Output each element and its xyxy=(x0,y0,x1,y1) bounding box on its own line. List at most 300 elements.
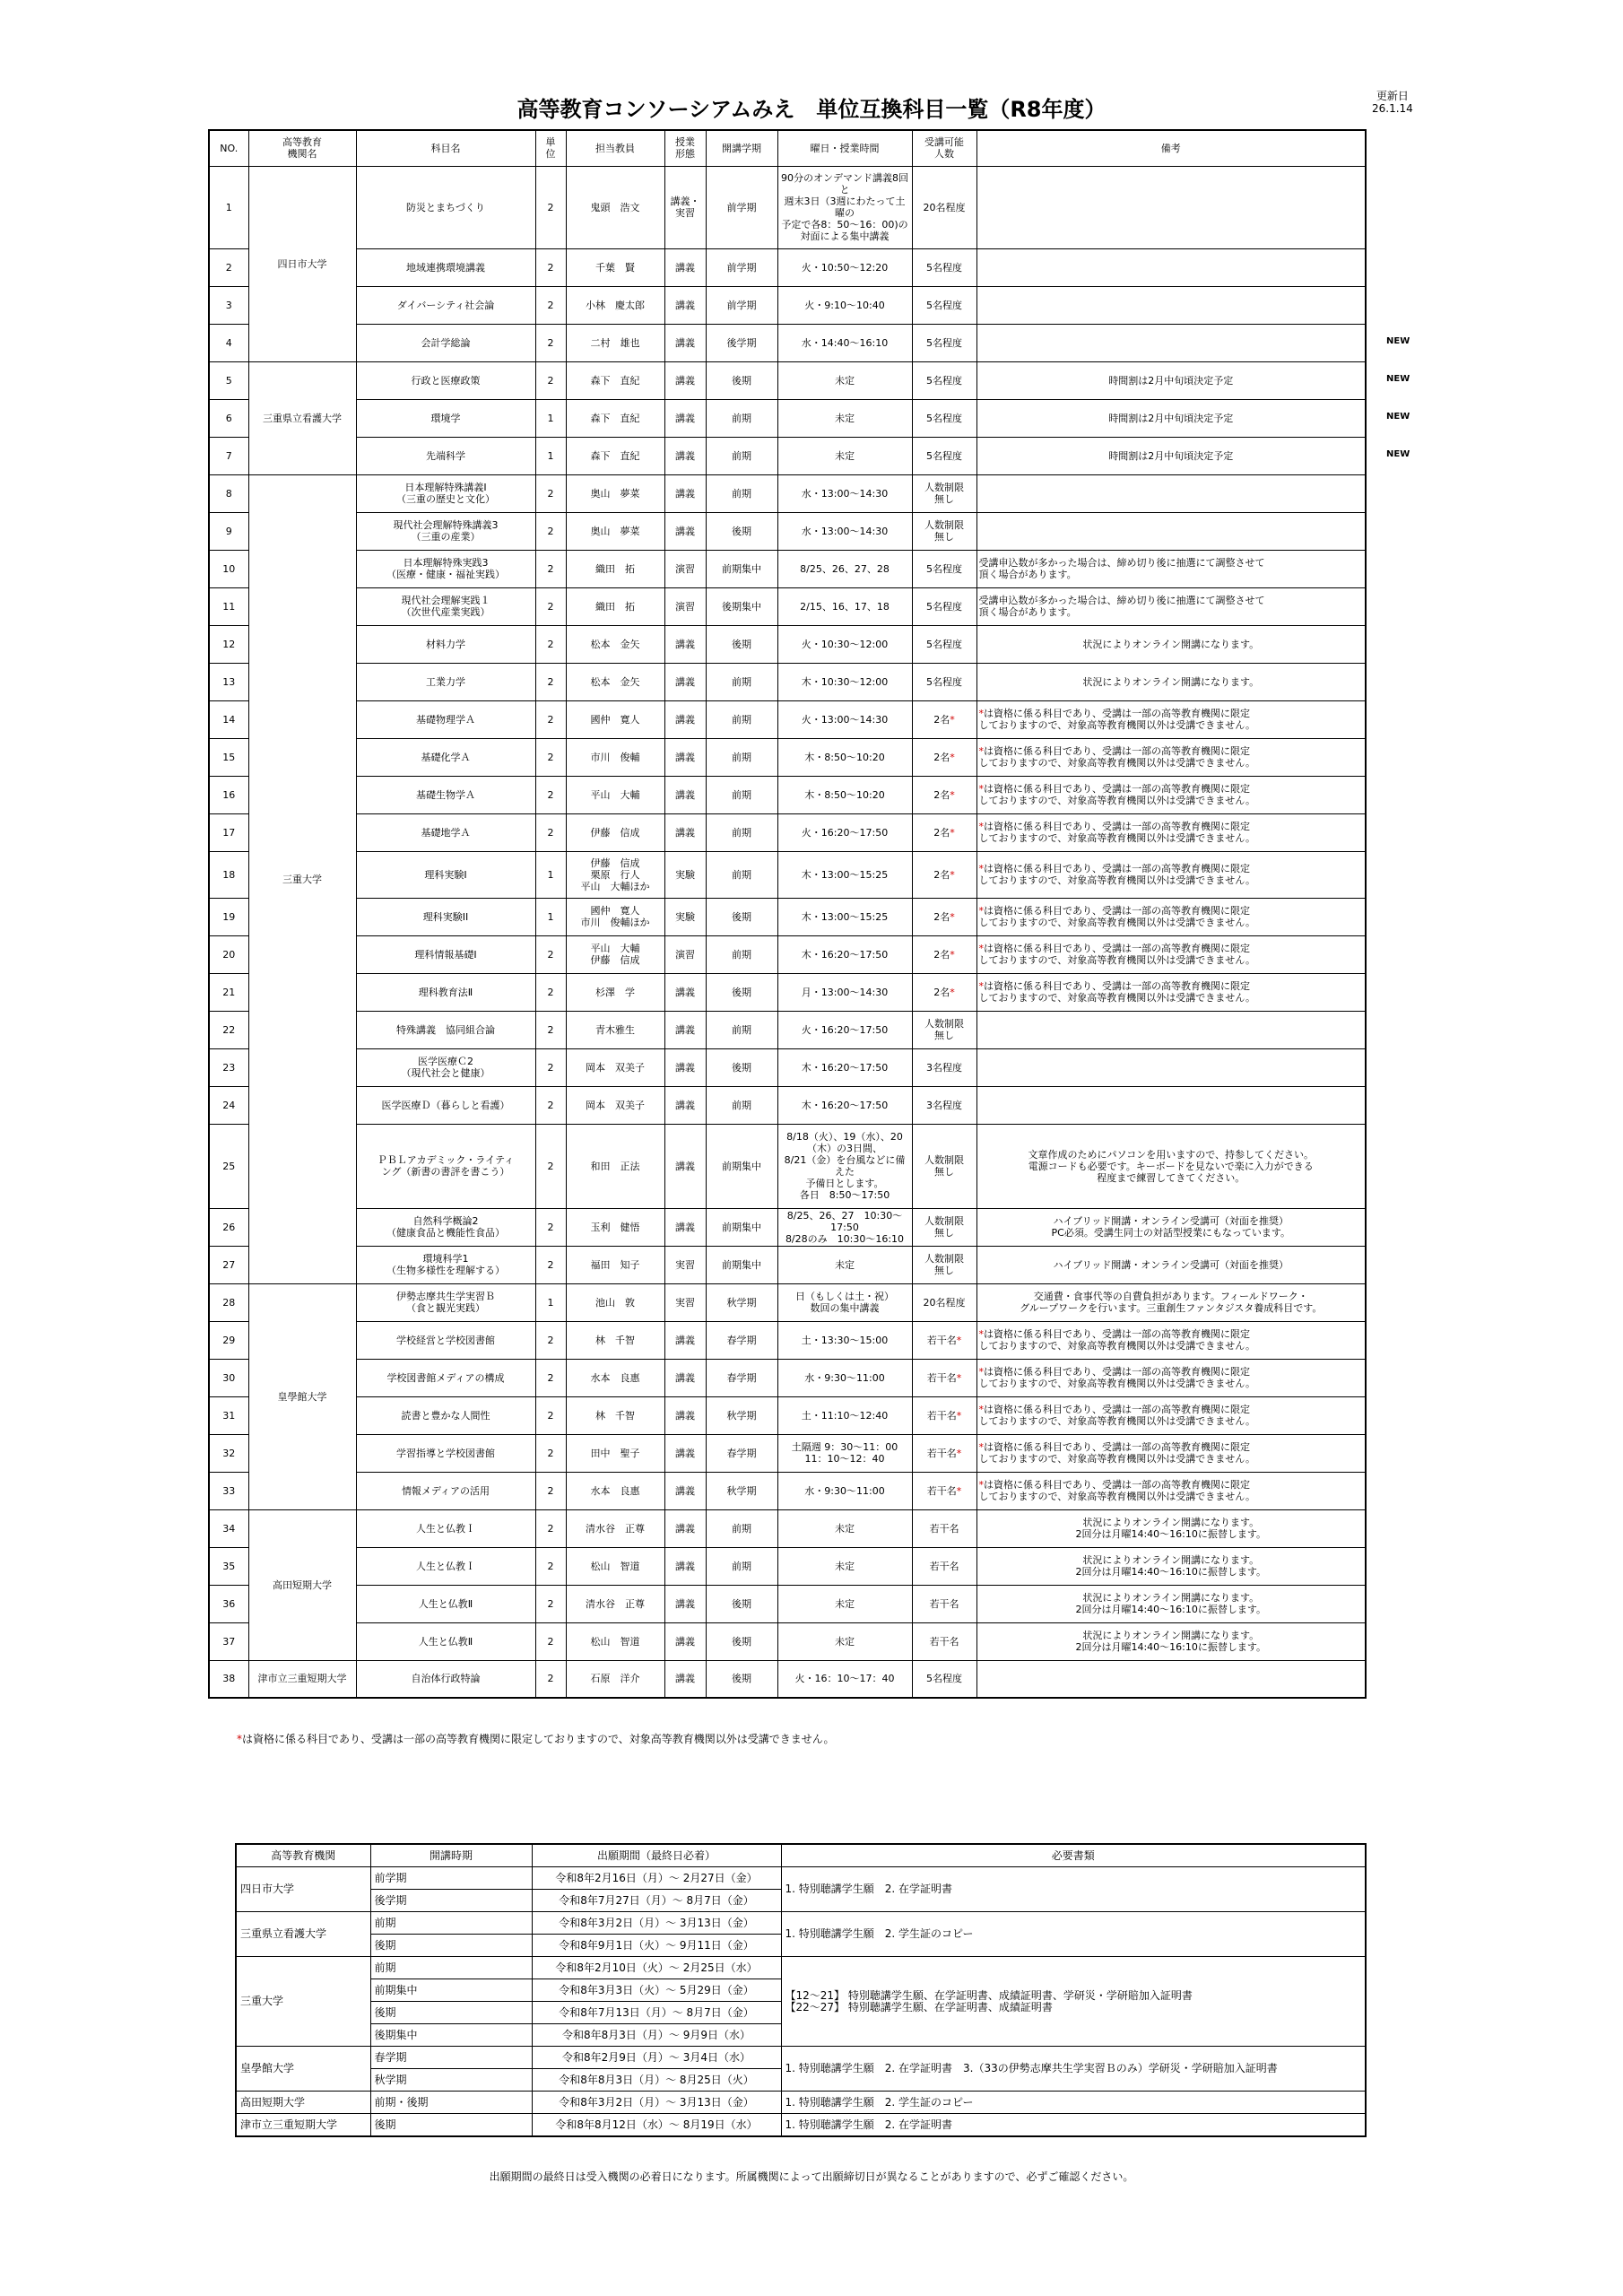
course-capacity xyxy=(912,437,976,474)
course-time: 2/15、16、17、18 xyxy=(777,587,912,625)
course-teacher: 松本 金矢 xyxy=(566,663,664,700)
course-teacher: 伊藤 信成 xyxy=(566,813,664,851)
course-row xyxy=(209,1396,1366,1434)
course-term: 後期 xyxy=(706,1048,777,1086)
capacity-value: 2名 xyxy=(933,910,950,923)
course-remark xyxy=(976,1396,1366,1434)
course-time: 木・13:00〜15:25 xyxy=(777,851,912,898)
course-teacher: 森下 直紀 xyxy=(566,437,664,474)
course-capacity xyxy=(912,935,976,973)
course-time: 90分のオンデマンド講義8回と 週末3日（3週にわたって土曜の 予定で各8：50〜16：00)の 対面による集中講義 xyxy=(777,166,912,248)
course-remark xyxy=(976,625,1366,663)
star-mark: * xyxy=(978,943,984,954)
course-units: 2 xyxy=(535,973,566,1011)
course-units: 2 xyxy=(535,1011,566,1048)
new-badge: NEW xyxy=(1386,449,1410,459)
course-row xyxy=(209,1011,1366,1048)
course-capacity xyxy=(912,512,976,550)
course-capacity xyxy=(912,1622,976,1660)
course-time: 木・10:30〜12:00 xyxy=(777,663,912,700)
star-mark: * xyxy=(956,1409,962,1422)
remark-text: は資格に係る科目であり、受講は一部の高等教育機関に限定 しておりますので、対象高等教育機関以外は受講できません。 xyxy=(978,1479,1255,1502)
remark-text: は資格に係る科目であり、受講は一部の高等教育機関に限定 しておりますので、対象高等教育機関以外は受講できません。 xyxy=(978,821,1255,844)
course-row xyxy=(209,1547,1366,1585)
schedule-period: 令和8年8月3日（月）～ 8月25日（火） xyxy=(532,2069,781,2092)
course-capacity xyxy=(912,248,976,286)
course-teacher: 玉利 健悟 xyxy=(566,1208,664,1246)
star-mark: * xyxy=(978,1366,984,1378)
course-remark xyxy=(976,1048,1366,1086)
course-remark xyxy=(976,776,1366,813)
course-row xyxy=(209,324,1366,361)
star-mark: * xyxy=(956,1371,962,1384)
course-name: 医学医療Ｄ（暮らしと看護） xyxy=(356,1086,535,1124)
course-row xyxy=(209,286,1366,324)
course-capacity xyxy=(912,550,976,587)
capacity-value: 5名程度 xyxy=(926,638,962,650)
schedule-column-header: 開講時期 xyxy=(370,1844,532,1867)
schedule-period: 令和8年2月9日（月）～ 3月4日（水） xyxy=(532,2047,781,2069)
course-remark xyxy=(976,1472,1366,1509)
star-mark: * xyxy=(237,1733,242,1745)
capacity-value: 2名 xyxy=(933,713,950,726)
star-mark: * xyxy=(950,948,955,961)
course-time: 未定 xyxy=(777,1547,912,1585)
institution-name: 三重県立看護大学 xyxy=(248,361,356,474)
schedule-header-row xyxy=(236,1844,1366,1867)
course-units: 1 xyxy=(535,437,566,474)
star-mark: * xyxy=(978,745,984,757)
course-row xyxy=(209,776,1366,813)
course-form: 講義 xyxy=(664,776,706,813)
course-time: 木・16:20〜17:50 xyxy=(777,1086,912,1124)
course-teacher: 岡本 双美子 xyxy=(566,1086,664,1124)
course-form: 講義 xyxy=(664,437,706,474)
schedule-term: 後期 xyxy=(370,2114,532,2137)
course-teacher: 千葉 賢 xyxy=(566,248,664,286)
course-time: 火・16:20〜17:50 xyxy=(777,1011,912,1048)
course-time: 火・13:00〜14:30 xyxy=(777,700,912,738)
course-capacity xyxy=(912,1396,976,1434)
course-time: 木・8:50〜10:20 xyxy=(777,776,912,813)
course-no: 30 xyxy=(209,1359,248,1396)
course-name: ＰＢＬアカデミック・ライティ ング（新書の書評を書こう） xyxy=(356,1124,535,1208)
course-no: 5 xyxy=(209,361,248,399)
course-row xyxy=(209,1359,1366,1396)
course-term: 後期集中 xyxy=(706,587,777,625)
remark-text: 文章作成のためにパソコンを用いますので、持参してください。 電源コードも必要です。キーボードを見ないで楽に入力ができる 程度まで練習してきてください。 xyxy=(1028,1148,1315,1184)
course-time: 火・10:30〜12:00 xyxy=(777,625,912,663)
capacity-value: 人数制限 無し xyxy=(924,1253,964,1276)
course-no: 15 xyxy=(209,738,248,776)
star-mark: * xyxy=(956,1484,962,1497)
course-row xyxy=(209,700,1366,738)
course-time: 水・14:40〜16:10 xyxy=(777,324,912,361)
schedule-column-header: 高等教育機関 xyxy=(236,1844,370,1867)
course-form: 演習 xyxy=(664,550,706,587)
course-units: 2 xyxy=(535,1547,566,1585)
course-teacher: 水本 良惠 xyxy=(566,1472,664,1509)
capacity-value: 若干名 xyxy=(926,1371,957,1384)
course-teacher: 國仲 寛人 xyxy=(566,700,664,738)
course-time: 土・11:10〜12:40 xyxy=(777,1396,912,1434)
course-capacity xyxy=(912,851,976,898)
course-term: 後期 xyxy=(706,898,777,935)
course-units: 2 xyxy=(535,248,566,286)
course-time: 未定 xyxy=(777,437,912,474)
course-teacher: 水本 良惠 xyxy=(566,1359,664,1396)
course-capacity xyxy=(912,1472,976,1509)
course-remark xyxy=(976,1547,1366,1585)
star-mark: * xyxy=(950,868,955,881)
course-units: 2 xyxy=(535,1509,566,1547)
course-remark xyxy=(976,361,1366,399)
course-time: 月・13:00〜14:30 xyxy=(777,973,912,1011)
course-form: 講義 xyxy=(664,1011,706,1048)
course-no: 12 xyxy=(209,625,248,663)
schedule-period: 令和8年2月16日（月）～ 2月27日（金） xyxy=(532,1867,781,1890)
capacity-value: 若干名 xyxy=(929,1522,959,1535)
update-date xyxy=(1372,90,1413,115)
course-capacity xyxy=(912,166,976,248)
course-capacity xyxy=(912,474,976,512)
course-row xyxy=(209,1283,1366,1321)
course-teacher: 松山 智道 xyxy=(566,1622,664,1660)
remark-text: は資格に係る科目であり、受講は一部の高等教育機関に限定 しておりますので、対象高等教育機関以外は受講できません。 xyxy=(978,1366,1255,1389)
course-capacity xyxy=(912,1547,976,1585)
course-row xyxy=(209,1246,1366,1283)
course-form: 講義 xyxy=(664,1396,706,1434)
star-mark: * xyxy=(950,986,955,998)
course-row xyxy=(209,1208,1366,1246)
course-teacher: 池山 敦 xyxy=(566,1283,664,1321)
course-form: 講義 xyxy=(664,700,706,738)
course-teacher: 鬼頭 浩文 xyxy=(566,166,664,248)
course-row xyxy=(209,935,1366,973)
remark-text: は資格に係る科目であり、受講は一部の高等教育機関に限定 しておりますので、対象高等教育機関以外は受講できません。 xyxy=(978,783,1255,806)
course-teacher: 松山 智道 xyxy=(566,1547,664,1585)
course-teacher: 清水谷 正尊 xyxy=(566,1585,664,1622)
remark-text: は資格に係る科目であり、受講は一部の高等教育機関に限定 しておりますので、対象高等教育機関以外は受講できません。 xyxy=(978,1328,1255,1352)
course-term: 秋学期 xyxy=(706,1396,777,1434)
column-header: 授業 形態 xyxy=(664,130,706,166)
course-row xyxy=(209,1124,1366,1208)
capacity-value: 5名程度 xyxy=(926,562,962,575)
course-no: 4 xyxy=(209,324,248,361)
course-remark xyxy=(976,1434,1366,1472)
course-units: 2 xyxy=(535,935,566,973)
course-term: 前期 xyxy=(706,474,777,512)
schedule-period: 令和8年2月10日（火）～ 2月25日（水） xyxy=(532,1957,781,1979)
course-name: 地域連携環境講義 xyxy=(356,248,535,286)
schedule-column-header: 出願期間（最終日必着） xyxy=(532,1844,781,1867)
course-remark xyxy=(976,1011,1366,1048)
course-remark xyxy=(976,512,1366,550)
bottom-note: 出願期間の最終日は受入機関の必着日になります。所属機関によって出願締切日が異なることがありますので、必ずご確認ください。 xyxy=(489,2170,1134,2183)
column-header: 開講学期 xyxy=(706,130,777,166)
course-units: 2 xyxy=(535,813,566,851)
course-form: 講義 xyxy=(664,286,706,324)
footnote-text: は資格に係る科目であり、受講は一部の高等教育機関に限定しておりますので、対象高等教育機関以外は受講できません。 xyxy=(242,1733,835,1745)
course-capacity xyxy=(912,973,976,1011)
course-remark xyxy=(976,973,1366,1011)
remark-text: 状況によりオンライン開講になります。 2回分は月曜14:40〜16:10に振替します。 xyxy=(1075,1630,1267,1653)
schedule-row xyxy=(236,1867,1366,1890)
remark-text: 状況によりオンライン開講になります。 xyxy=(1082,675,1260,688)
course-name: 自然科学概論2 （健康食品と機能性食品） xyxy=(356,1208,535,1246)
course-term: 前期 xyxy=(706,1011,777,1048)
course-no: 32 xyxy=(209,1434,248,1472)
column-header: 単 位 xyxy=(535,130,566,166)
page-title: 高等教育コンソーシアムみえ 単位互換科目一覧（R8年度） xyxy=(516,97,1107,122)
course-no: 11 xyxy=(209,587,248,625)
course-remark xyxy=(976,437,1366,474)
schedule-term: 前期・後期 xyxy=(370,2092,532,2114)
course-capacity xyxy=(912,813,976,851)
course-capacity xyxy=(912,361,976,399)
course-time: 火・16：10〜17：40 xyxy=(777,1660,912,1698)
course-name: 基礎化学Ａ xyxy=(356,738,535,776)
course-term: 後期 xyxy=(706,973,777,1011)
new-badge: NEW xyxy=(1386,412,1410,422)
course-no: 37 xyxy=(209,1622,248,1660)
schedule-period: 令和8年8月3日（月）～ 9月9日（水） xyxy=(532,2024,781,2047)
course-term: 前期 xyxy=(706,1086,777,1124)
course-no: 2 xyxy=(209,248,248,286)
course-no: 35 xyxy=(209,1547,248,1585)
course-table xyxy=(208,129,1367,1699)
capacity-value: 2名 xyxy=(933,986,950,998)
course-remark xyxy=(976,1086,1366,1124)
course-teacher: 織田 拓 xyxy=(566,587,664,625)
course-time: 日（もしくは土・祝） 数回の集中講義 xyxy=(777,1283,912,1321)
application-schedule-table xyxy=(235,1843,1367,2137)
schedule-institution: 津市立三重短期大学 xyxy=(236,2114,370,2137)
capacity-value: 若干名 xyxy=(929,1560,959,1572)
update-label: 更新日 xyxy=(1376,90,1409,102)
course-no: 36 xyxy=(209,1585,248,1622)
course-time: 木・13:00〜15:25 xyxy=(777,898,912,935)
course-units: 2 xyxy=(535,512,566,550)
capacity-value: 人数制限 無し xyxy=(924,519,964,543)
course-form: 講義 xyxy=(664,474,706,512)
course-row xyxy=(209,1622,1366,1660)
course-capacity xyxy=(912,776,976,813)
course-name: 学校経営と学校図書館 xyxy=(356,1321,535,1359)
course-capacity xyxy=(912,1660,976,1698)
course-capacity xyxy=(912,738,976,776)
course-capacity xyxy=(912,1048,976,1086)
schedule-term: 前期集中 xyxy=(370,1979,532,2002)
remark-text: は資格に係る科目であり、受講は一部の高等教育機関に限定 しておりますので、対象高等教育機関以外は受講できません。 xyxy=(978,708,1255,731)
schedule-term: 後期 xyxy=(370,1935,532,1957)
course-form: 講義 xyxy=(664,1547,706,1585)
course-form: 実習 xyxy=(664,1246,706,1283)
course-remark xyxy=(976,1283,1366,1321)
capacity-value: 5名程度 xyxy=(926,336,962,349)
course-time: 8/18（火）、19（水）、20 （木）の3日間、 8/21（金）を台風などに備えた 予備日とします。 各日 8:50〜17:50 xyxy=(777,1124,912,1208)
course-units: 2 xyxy=(535,1585,566,1622)
course-name: 人生と仏教Ｉ xyxy=(356,1547,535,1585)
course-term: 後期 xyxy=(706,361,777,399)
schedule-term: 秋学期 xyxy=(370,2069,532,2092)
institution-name: 四日市大学 xyxy=(248,166,356,361)
schedule-term: 前学期 xyxy=(370,1867,532,1890)
course-teacher: 二村 雄也 xyxy=(566,324,664,361)
course-term: 春学期 xyxy=(706,1359,777,1396)
course-term: 春学期 xyxy=(706,1434,777,1472)
column-header: 受講可能 人数 xyxy=(912,130,976,166)
course-no: 23 xyxy=(209,1048,248,1086)
course-remark xyxy=(976,1509,1366,1547)
star-mark: * xyxy=(978,905,984,917)
schedule-period: 令和8年3月2日（月）～ 3月13日（金） xyxy=(532,1912,781,1935)
capacity-value: 5名程度 xyxy=(926,600,962,613)
course-form: 演習 xyxy=(664,587,706,625)
course-name: 自治体行政特論 xyxy=(356,1660,535,1698)
course-no: 29 xyxy=(209,1321,248,1359)
course-name: 環境科学1 （生物多様性を理解する） xyxy=(356,1246,535,1283)
course-units: 2 xyxy=(535,1124,566,1208)
course-teacher: 田中 聖子 xyxy=(566,1434,664,1472)
header-row xyxy=(209,130,1366,166)
course-remark xyxy=(976,1321,1366,1359)
course-units: 2 xyxy=(535,1396,566,1434)
course-time: 未定 xyxy=(777,1622,912,1660)
remark-text: は資格に係る科目であり、受講は一部の高等教育機関に限定 しておりますので、対象高等教育機関以外は受講できません。 xyxy=(978,980,1255,1004)
course-units: 2 xyxy=(535,587,566,625)
course-name: 防災とまちづくり xyxy=(356,166,535,248)
course-term: 春学期 xyxy=(706,1321,777,1359)
course-name: 行政と医療政策 xyxy=(356,361,535,399)
course-term: 前期 xyxy=(706,437,777,474)
remark-text: は資格に係る科目であり、受講は一部の高等教育機関に限定 しておりますので、対象高等教育機関以外は受講できません。 xyxy=(978,943,1255,966)
course-units: 2 xyxy=(535,324,566,361)
course-form: 講義・ 実習 xyxy=(664,166,706,248)
course-units: 2 xyxy=(535,700,566,738)
course-units: 2 xyxy=(535,663,566,700)
remark-text: 状況によりオンライン開講になります。 2回分は月曜14:40〜16:10に振替します。 xyxy=(1075,1592,1267,1615)
course-row xyxy=(209,1048,1366,1086)
course-capacity xyxy=(912,1086,976,1124)
schedule-row xyxy=(236,1957,1366,1979)
course-teacher: 福田 知子 xyxy=(566,1246,664,1283)
course-row xyxy=(209,851,1366,898)
capacity-value: 若干名 xyxy=(929,1597,959,1610)
course-units: 2 xyxy=(535,1622,566,1660)
course-no: 18 xyxy=(209,851,248,898)
course-no: 25 xyxy=(209,1124,248,1208)
course-units: 2 xyxy=(535,1321,566,1359)
course-row xyxy=(209,1585,1366,1622)
course-form: 講義 xyxy=(664,324,706,361)
capacity-value: 若干名 xyxy=(926,1447,957,1459)
remark-text: 状況によりオンライン開講になります。 2回分は月曜14:40〜16:10に振替します。 xyxy=(1075,1554,1267,1578)
course-form: 実験 xyxy=(664,851,706,898)
course-term: 前期 xyxy=(706,1547,777,1585)
schedule-term: 前期 xyxy=(370,1957,532,1979)
course-teacher: 石原 洋介 xyxy=(566,1660,664,1698)
course-teacher: 清水谷 正尊 xyxy=(566,1509,664,1547)
course-form: 講義 xyxy=(664,248,706,286)
capacity-value: 2名 xyxy=(933,788,950,801)
course-no: 10 xyxy=(209,550,248,587)
course-capacity xyxy=(912,1434,976,1472)
star-mark: * xyxy=(978,821,984,832)
course-remark xyxy=(976,286,1366,324)
course-form: 講義 xyxy=(664,1509,706,1547)
course-time: 8/25、26、27 10:30〜17:50 8/28のみ 10:30〜16:10 xyxy=(777,1208,912,1246)
course-name: 情報メディアの活用 xyxy=(356,1472,535,1509)
course-units: 2 xyxy=(535,1359,566,1396)
schedule-period: 令和8年8月12日（水）～ 8月19日（水） xyxy=(532,2114,781,2137)
course-time: 未定 xyxy=(777,1585,912,1622)
remark-text: 受講申込数が多かった場合は、締め切り後に抽選にて調整させて 頂く場合があります。 xyxy=(978,557,1265,580)
capacity-value: 若干名 xyxy=(926,1334,957,1346)
schedule-row xyxy=(236,2114,1366,2137)
star-mark: * xyxy=(956,1334,962,1346)
course-row xyxy=(209,399,1366,437)
course-teacher: 林 千智 xyxy=(566,1396,664,1434)
course-remark xyxy=(976,1359,1366,1396)
course-row xyxy=(209,973,1366,1011)
course-no: 31 xyxy=(209,1396,248,1434)
course-capacity xyxy=(912,700,976,738)
course-units: 1 xyxy=(535,1283,566,1321)
course-name: 先端科学 xyxy=(356,437,535,474)
column-header: 高等教育 機関名 xyxy=(248,130,356,166)
course-row xyxy=(209,166,1366,248)
capacity-value: 人数制限 無し xyxy=(924,1154,964,1178)
course-no: 16 xyxy=(209,776,248,813)
course-form: 講義 xyxy=(664,1660,706,1698)
course-name: 人生と仏教Ⅱ xyxy=(356,1622,535,1660)
column-header: 備考 xyxy=(976,130,1366,166)
capacity-value: 5名程度 xyxy=(926,261,962,274)
course-units: 2 xyxy=(535,1660,566,1698)
course-term: 後学期 xyxy=(706,324,777,361)
course-time: 水・9:30〜11:00 xyxy=(777,1472,912,1509)
course-time: 未定 xyxy=(777,361,912,399)
course-time: 水・13:00〜14:30 xyxy=(777,474,912,512)
course-name: ダイバーシティ社会論 xyxy=(356,286,535,324)
course-capacity xyxy=(912,324,976,361)
course-no: 21 xyxy=(209,973,248,1011)
course-row xyxy=(209,1321,1366,1359)
course-row xyxy=(209,1509,1366,1547)
star-mark: * xyxy=(978,1404,984,1415)
new-badge: NEW xyxy=(1386,374,1410,384)
course-term: 前期 xyxy=(706,776,777,813)
remark-text: 時間割は2月中旬頃決定予定 xyxy=(1108,374,1234,387)
capacity-value: 5名程度 xyxy=(926,449,962,462)
course-time: 8/25、26、27、28 xyxy=(777,550,912,587)
course-remark xyxy=(976,1585,1366,1622)
course-name: 学習指導と学校図書館 xyxy=(356,1434,535,1472)
course-name: 基礎物理学Ａ xyxy=(356,700,535,738)
course-no: 8 xyxy=(209,474,248,512)
course-name: 特殊講義 協同組合論 xyxy=(356,1011,535,1048)
course-row xyxy=(209,813,1366,851)
star-mark: * xyxy=(950,751,955,763)
course-form: 講義 xyxy=(664,813,706,851)
course-form: 講義 xyxy=(664,1472,706,1509)
course-teacher: 青木雅生 xyxy=(566,1011,664,1048)
course-teacher: 織田 拓 xyxy=(566,550,664,587)
column-header: 科目名 xyxy=(356,130,535,166)
course-no: 22 xyxy=(209,1011,248,1048)
remark-text: 状況によりオンライン開講になります。 2回分は月曜14:40〜16:10に振替します。 xyxy=(1075,1517,1267,1540)
